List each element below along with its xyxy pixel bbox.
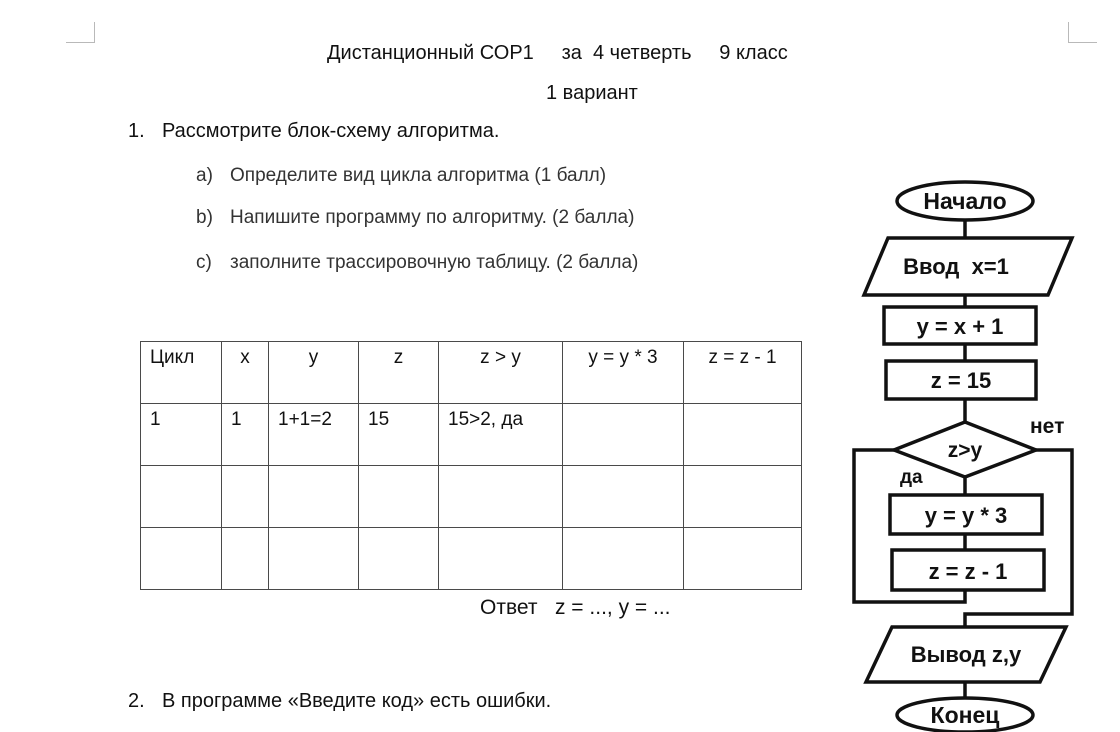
- table-cell[interactable]: [439, 466, 563, 528]
- header-cell-cycle: Цикл: [141, 342, 222, 404]
- question-2-number: 2.: [128, 690, 145, 712]
- page-corner-mark-left: [66, 22, 95, 43]
- table-cell[interactable]: [141, 528, 222, 590]
- question-2: [128, 690, 551, 713]
- table-cell[interactable]: 15>2, да: [439, 404, 563, 466]
- exit-line: [965, 450, 1072, 627]
- condition-label: z>y: [947, 439, 983, 462]
- flowchart: [840, 170, 1090, 732]
- answer-line: Ответ z = ..., y = ...: [480, 596, 671, 619]
- subtask-a-text: Определите вид цикла алгоритма (1 балл): [230, 165, 607, 186]
- start-label: Начало: [923, 188, 1007, 214]
- trace-table: [140, 341, 802, 590]
- no-label: нет: [1030, 415, 1065, 438]
- output-label: Вывод z,y: [910, 642, 1022, 667]
- subtask-b-text: Напишите программу по алгоритму. (2 балла): [230, 207, 635, 228]
- question-1-number: 1.: [128, 120, 145, 142]
- end-label: Конец: [930, 702, 1000, 728]
- subtask-b-letter: b): [196, 207, 213, 228]
- table-cell[interactable]: [563, 466, 684, 528]
- table-cell[interactable]: [439, 528, 563, 590]
- table-cell[interactable]: [684, 528, 802, 590]
- table-cell[interactable]: 15: [359, 404, 439, 466]
- table-cell[interactable]: 1: [141, 404, 222, 466]
- table-cell[interactable]: [359, 466, 439, 528]
- subtask-c-letter: c): [196, 252, 212, 273]
- header-cell-y: y: [269, 342, 359, 404]
- subtask-a-letter: a): [196, 165, 213, 186]
- table-row: [141, 466, 802, 528]
- body1-label: y = y * 3: [924, 503, 1008, 528]
- document-title: Дистанционный СОР1 за 4 четверть 9 класс: [327, 42, 788, 64]
- table-row: [141, 528, 802, 590]
- header-cell-y-update: y = y * 3: [563, 342, 684, 404]
- header-cell-z: z: [359, 342, 439, 404]
- table-cell[interactable]: [684, 466, 802, 528]
- subtask-c-text: заполните трассировочную таблицу. (2 балла): [230, 252, 639, 273]
- table-cell[interactable]: [269, 528, 359, 590]
- table-cell[interactable]: [269, 466, 359, 528]
- table-row: [141, 404, 802, 466]
- page-corner-mark-right: [1068, 22, 1097, 43]
- table-cell[interactable]: [563, 528, 684, 590]
- table-cell[interactable]: 1: [222, 404, 269, 466]
- table-cell[interactable]: [359, 528, 439, 590]
- question-2-text: В программе «Введите код» есть ошибки.: [162, 690, 552, 712]
- yes-label: да: [900, 467, 923, 488]
- step2-label: z = 15: [930, 368, 992, 393]
- subtask-b: [196, 207, 634, 229]
- question-1-text: Рассмотрите блок-схему алгоритма.: [162, 120, 500, 142]
- header-cell-x: x: [222, 342, 269, 404]
- variant-label: 1 вариант: [546, 82, 638, 104]
- table-cell[interactable]: [563, 404, 684, 466]
- header-cell-z-update: z = z - 1: [684, 342, 802, 404]
- subtask-c: [196, 252, 638, 274]
- step1-label: y = x + 1: [916, 314, 1004, 339]
- table-cell[interactable]: [222, 528, 269, 590]
- question-1: [128, 120, 499, 143]
- table-cell[interactable]: [141, 466, 222, 528]
- table-header-row: [141, 342, 802, 404]
- table-cell[interactable]: 1+1=2: [269, 404, 359, 466]
- subtask-a: [196, 165, 606, 187]
- input-label: Ввод x=1: [903, 254, 1009, 279]
- header-cell-condition: z > y: [439, 342, 563, 404]
- table-cell[interactable]: [222, 466, 269, 528]
- body2-label: z = z - 1: [928, 559, 1008, 584]
- table-cell[interactable]: [684, 404, 802, 466]
